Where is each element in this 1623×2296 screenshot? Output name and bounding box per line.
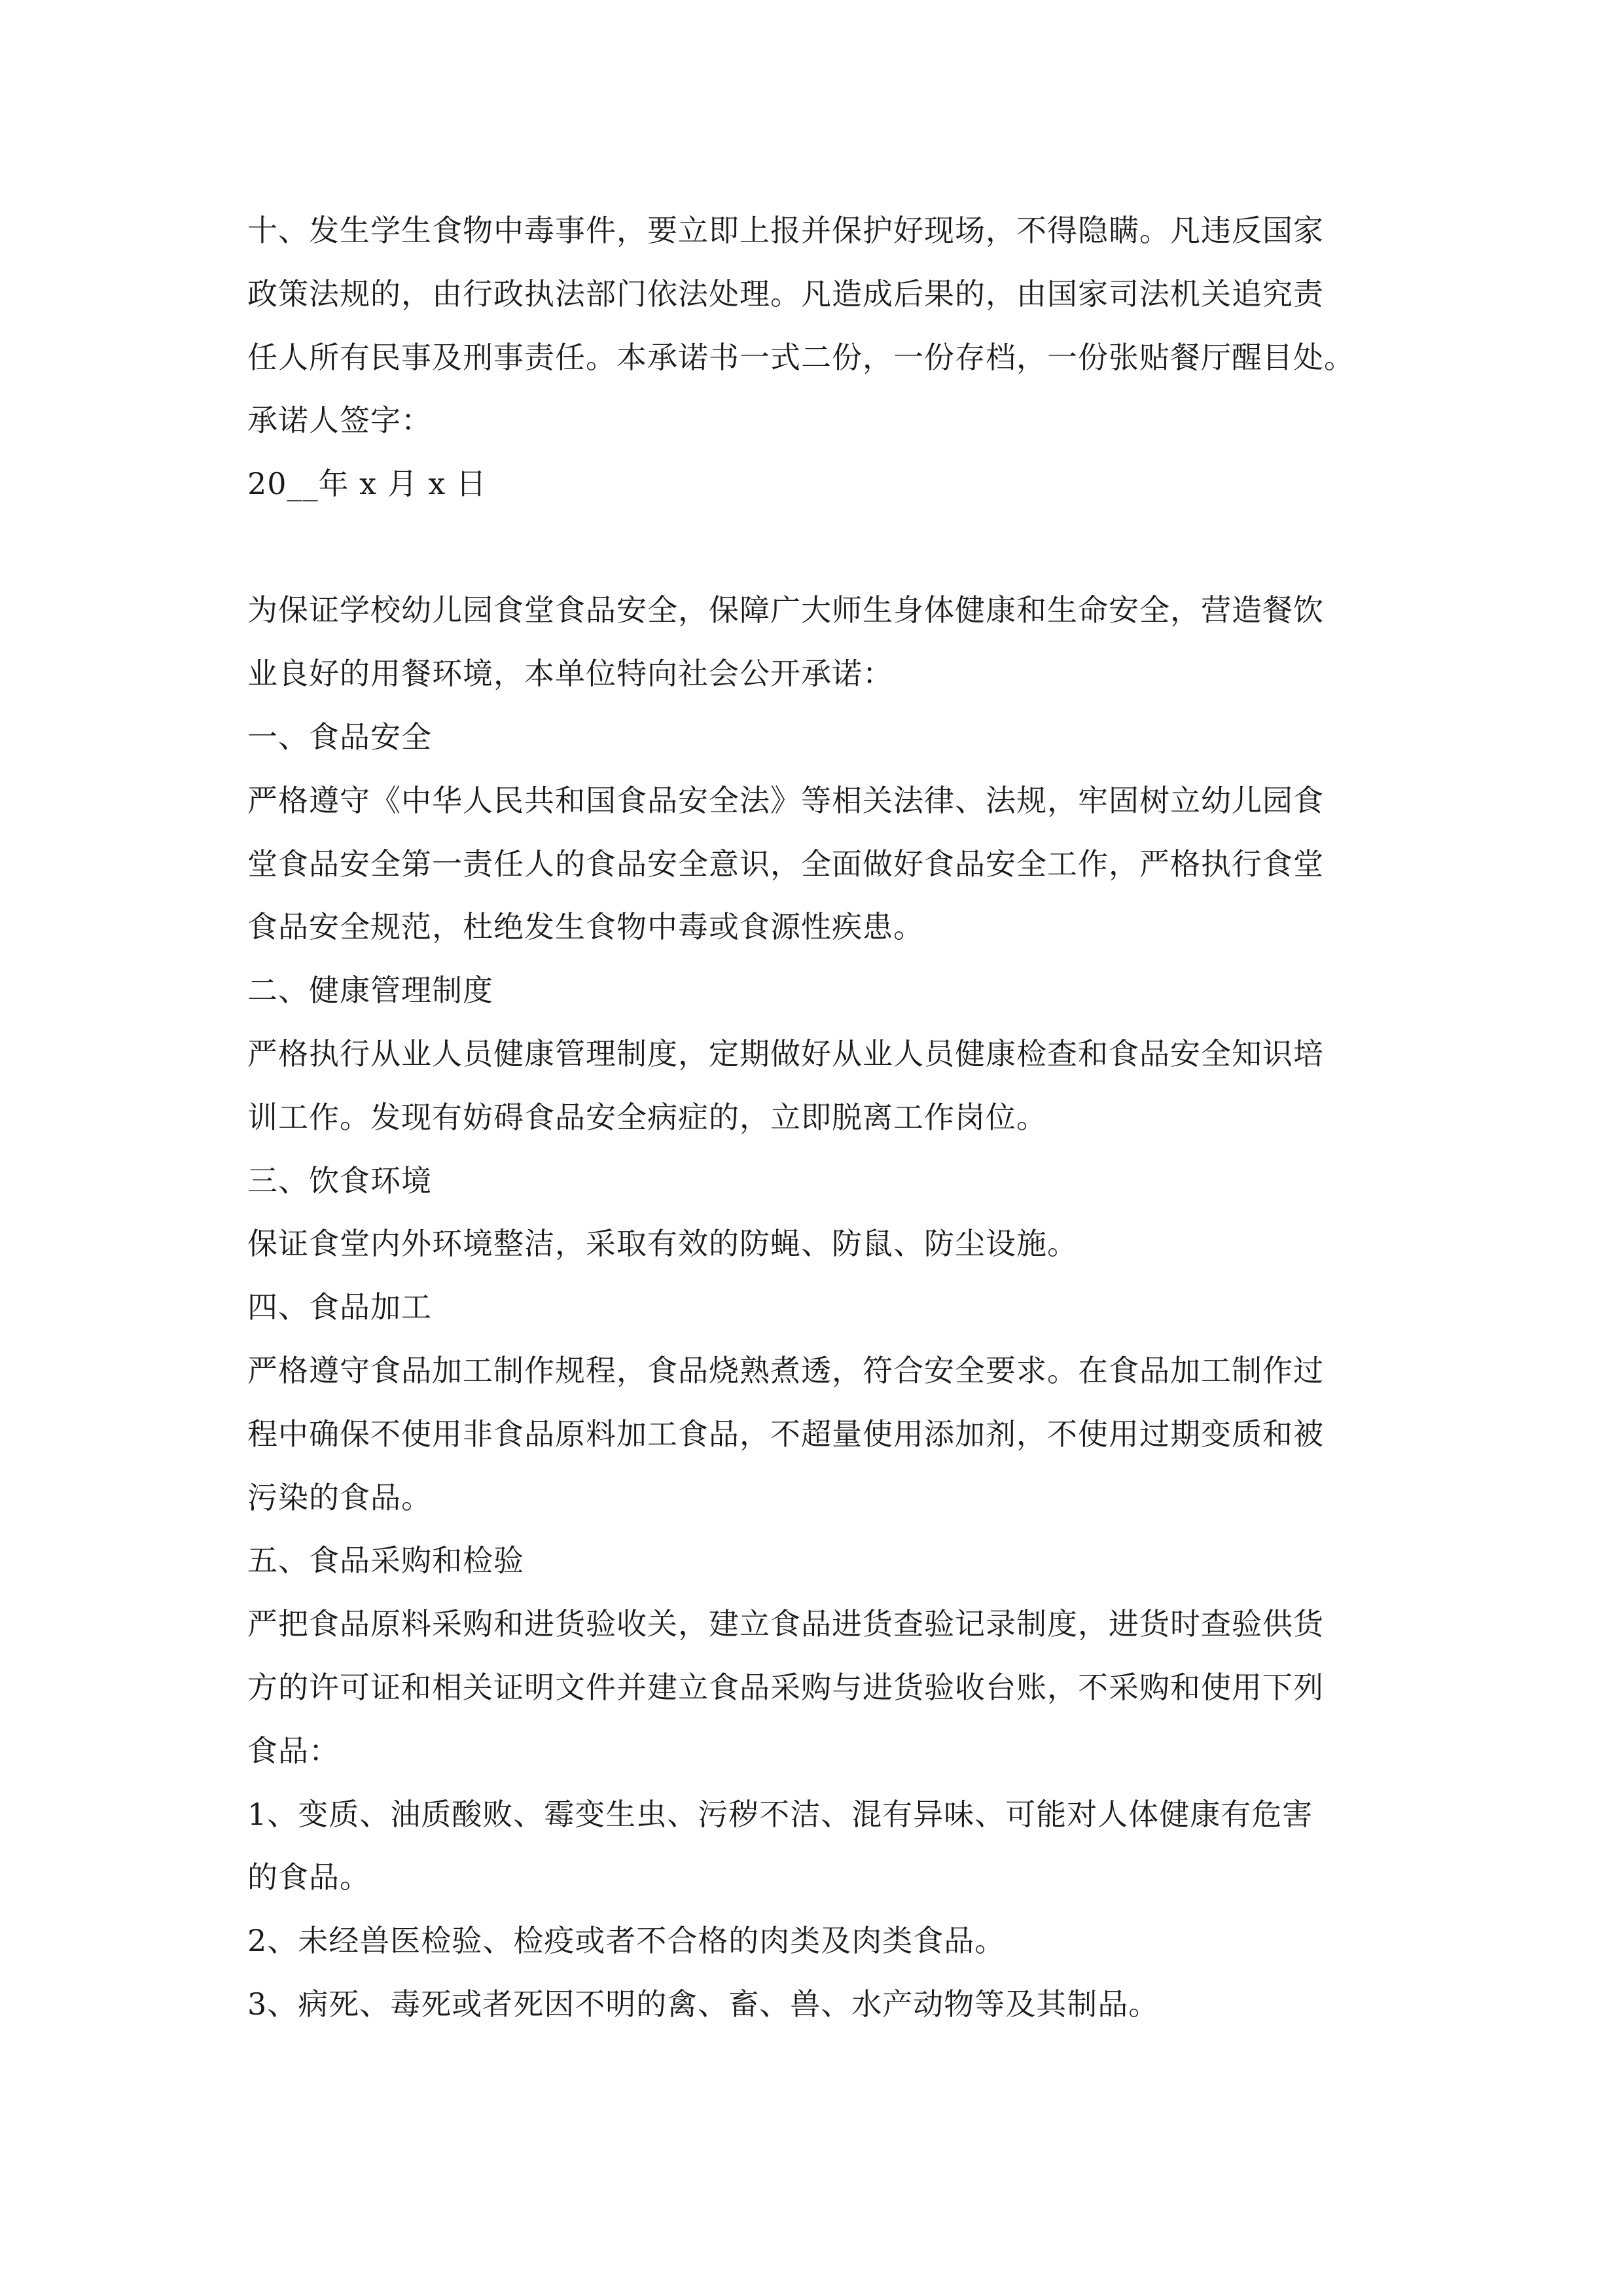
paragraph-line: 严把食品原料采购和进货验收关，建立食品进货查验记录制度，进货时查验供货 bbox=[247, 1606, 1324, 1641]
paragraph-line: 严格遵守《中华人民共和国食品安全法》等相关法律、法规，牢固树立幼儿园食 bbox=[247, 783, 1324, 818]
list-item: 1、变质、油质酸败、霉变生虫、污秽不洁、混有异味、可能对人体健康有危害 bbox=[247, 1797, 1313, 1832]
paragraph-line: 严格执行从业人员健康管理制度，定期做好从业人员健康检查和食品安全知识培 bbox=[247, 1036, 1324, 1071]
list-item: 3、病死、毒死或者死因不明的禽、畜、兽、水产动物等及其制品。 bbox=[247, 1986, 1160, 2022]
paragraph-line: 食品安全规范，杜绝发生食物中毒或食源性疾患。 bbox=[247, 909, 924, 944]
paragraph-line: 污染的食品。 bbox=[247, 1480, 432, 1515]
section-heading: 四、食品加工 bbox=[247, 1289, 432, 1325]
paragraph-line: 为保证学校幼儿园食堂食品安全，保障广大师生身体健康和生命安全，营造餐饮 bbox=[247, 592, 1324, 628]
list-item: 的食品。 bbox=[247, 1859, 370, 1895]
paragraph-line: 堂食品安全第一责任人的食品安全意识，全面做好食品安全工作，严格执行食堂 bbox=[247, 846, 1324, 882]
date-line: 20__年 x 月 x 日 bbox=[247, 466, 487, 501]
paragraph-line: 方的许可证和相关证明文件并建立食品采购与进货验收台账，不采购和使用下列 bbox=[247, 1670, 1324, 1705]
paragraph-line: 十、发生学生食物中毒事件，要立即上报并保护好现场，不得隐瞒。凡违反国家 bbox=[247, 213, 1324, 248]
signature-label: 承诺人签字： bbox=[247, 403, 432, 438]
section-heading: 五、食品采购和检验 bbox=[247, 1543, 524, 1578]
section-heading: 三、饮食环境 bbox=[247, 1163, 432, 1198]
list-item: 2、未经兽医检验、检疫或者不合格的肉类及肉类食品。 bbox=[247, 1923, 1006, 1958]
paragraph-line: 任人所有民事及刑事责任。本承诺书一式二份，一份存档，一份张贴餐厅醒目处。 bbox=[247, 340, 1355, 375]
paragraph-line: 保证食堂内外环境整洁，采取有效的防蝇、防鼠、防尘设施。 bbox=[247, 1226, 1078, 1261]
paragraph-line: 严格遵守食品加工制作规程，食品烧熟煮透，符合安全要求。在食品加工制作过 bbox=[247, 1353, 1324, 1388]
paragraph-line: 程中确保不使用非食品原料加工食品，不超量使用添加剂，不使用过期变质和被 bbox=[247, 1416, 1324, 1452]
paragraph-line: 训工作。发现有妨碍食品安全病症的，立即脱离工作岗位。 bbox=[247, 1100, 1047, 1135]
paragraph-line: 食品： bbox=[247, 1733, 340, 1768]
section-heading: 一、食品安全 bbox=[247, 719, 432, 755]
section-heading: 二、健康管理制度 bbox=[247, 973, 493, 1008]
paragraph-line: 业良好的用餐环境，本单位特向社会公开承诺： bbox=[247, 656, 893, 691]
paragraph-line: 政策法规的，由行政执法部门依法处理。凡造成后果的，由国家司法机关追究责 bbox=[247, 276, 1324, 312]
